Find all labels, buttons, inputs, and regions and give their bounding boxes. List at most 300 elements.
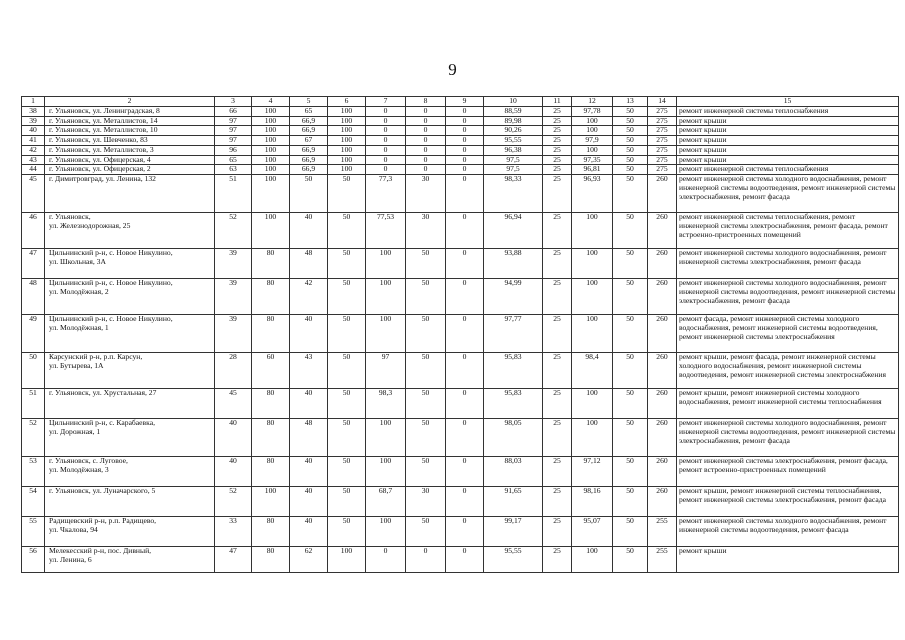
header-cell: 6	[328, 97, 366, 107]
address-cell: г. Ульяновск, ул. Луначарского, 5	[45, 487, 215, 517]
value-cell: 100	[252, 145, 290, 155]
value-cell: 96,94	[484, 213, 543, 249]
table-row	[22, 353, 899, 389]
works-cell: ремонт крыши	[677, 126, 899, 136]
value-cell: 25	[543, 419, 572, 457]
value-cell: 0	[446, 517, 484, 547]
value-cell: 0	[366, 126, 406, 136]
value-cell: 100	[252, 155, 290, 165]
value-cell: 96,81	[572, 165, 613, 175]
value-cell: 260	[648, 213, 677, 249]
value-cell: 100	[328, 145, 366, 155]
address-cell: г. Ульяновск, ул. Металлистов, 14	[45, 116, 215, 126]
value-cell: 98,33	[484, 175, 543, 213]
header-cell: 10	[484, 97, 543, 107]
header-cell: 1	[22, 97, 45, 107]
value-cell: 48	[22, 279, 45, 315]
value-cell: 0	[366, 136, 406, 146]
value-cell: 100	[252, 126, 290, 136]
value-cell: 50	[613, 389, 648, 419]
value-cell: 50	[613, 487, 648, 517]
header-cell: 9	[446, 97, 484, 107]
value-cell: 97,78	[572, 107, 613, 117]
value-cell: 77,53	[366, 213, 406, 249]
value-cell: 275	[648, 107, 677, 117]
value-cell: 80	[252, 389, 290, 419]
value-cell: 25	[543, 107, 572, 117]
value-cell: 100	[572, 389, 613, 419]
value-cell: 25	[543, 315, 572, 353]
table-row	[22, 517, 899, 547]
table-row	[22, 165, 899, 175]
value-cell: 100	[328, 165, 366, 175]
value-cell: 50	[328, 487, 366, 517]
works-cell: ремонт крыши	[677, 136, 899, 146]
value-cell: 80	[252, 315, 290, 353]
header-cell: 4	[252, 97, 290, 107]
value-cell: 44	[22, 165, 45, 175]
value-cell: 97,35	[572, 155, 613, 165]
table-row	[22, 107, 899, 117]
table-row	[22, 315, 899, 353]
value-cell: 100	[366, 457, 406, 487]
value-cell: 98,4	[572, 353, 613, 389]
value-cell: 260	[648, 419, 677, 457]
value-cell: 95,07	[572, 517, 613, 547]
value-cell: 100	[572, 315, 613, 353]
value-cell: 50	[406, 279, 446, 315]
value-cell: 50	[613, 175, 648, 213]
value-cell: 50	[613, 315, 648, 353]
value-cell: 45	[215, 389, 252, 419]
value-cell: 48	[290, 419, 328, 457]
table-row	[22, 389, 899, 419]
header-cell: 11	[543, 97, 572, 107]
works-cell: ремонт инженерной системы теплоснабжения	[677, 107, 899, 117]
value-cell: 50	[22, 353, 45, 389]
value-cell: 25	[543, 126, 572, 136]
value-cell: 50	[328, 279, 366, 315]
value-cell: 100	[252, 107, 290, 117]
value-cell: 50	[328, 213, 366, 249]
value-cell: 50	[328, 419, 366, 457]
header-cell: 15	[677, 97, 899, 107]
value-cell: 260	[648, 389, 677, 419]
value-cell: 66,9	[290, 165, 328, 175]
table-row	[22, 155, 899, 165]
value-cell: 50	[406, 457, 446, 487]
address-cell: Карсунский р-н, р.п. Карсун, ул. Бутырева, 1А	[45, 353, 215, 389]
value-cell: 47	[22, 249, 45, 279]
data-table	[21, 96, 899, 573]
value-cell: 260	[648, 487, 677, 517]
value-cell: 275	[648, 165, 677, 175]
works-cell: ремонт крыши	[677, 155, 899, 165]
value-cell: 66,9	[290, 145, 328, 155]
value-cell: 77,3	[366, 175, 406, 213]
value-cell: 97	[215, 126, 252, 136]
value-cell: 30	[406, 175, 446, 213]
table-row	[22, 547, 899, 573]
value-cell: 43	[22, 155, 45, 165]
value-cell: 48	[290, 249, 328, 279]
value-cell: 62	[290, 547, 328, 573]
value-cell: 0	[366, 116, 406, 126]
value-cell: 96,38	[484, 145, 543, 155]
value-cell: 0	[406, 547, 446, 573]
value-cell: 40	[22, 126, 45, 136]
value-cell: 25	[543, 547, 572, 573]
value-cell: 65	[215, 155, 252, 165]
value-cell: 51	[215, 175, 252, 213]
value-cell: 0	[406, 116, 446, 126]
table-header-row	[22, 97, 899, 107]
value-cell: 0	[406, 165, 446, 175]
value-cell: 52	[215, 213, 252, 249]
value-cell: 25	[543, 279, 572, 315]
value-cell: 0	[446, 487, 484, 517]
value-cell: 80	[252, 279, 290, 315]
value-cell: 51	[22, 389, 45, 419]
value-cell: 25	[543, 165, 572, 175]
value-cell: 0	[446, 547, 484, 573]
value-cell: 95,55	[484, 136, 543, 146]
value-cell: 0	[446, 389, 484, 419]
value-cell: 25	[543, 155, 572, 165]
works-cell: ремонт инженерной системы холодного водоснабжения, ремонт инженерной системы водоотведения, ремонт инженерной системы электроснабжения, ремонт фасада	[677, 419, 899, 457]
works-cell: ремонт фасада, ремонт инженерной системы холодного водоснабжения, ремонт инженерной системы водоотведения, ремонт инженерной системы электроснабжения	[677, 315, 899, 353]
value-cell: 100	[252, 487, 290, 517]
works-cell: ремонт крыши	[677, 547, 899, 573]
value-cell: 98,3	[366, 389, 406, 419]
value-cell: 50	[328, 457, 366, 487]
works-cell: ремонт инженерной системы теплоснабжения	[677, 165, 899, 175]
works-cell: ремонт инженерной системы холодного водоснабжения, ремонт инженерной системы водоотведения, ремонт фасада	[677, 517, 899, 547]
value-cell: 50	[613, 136, 648, 146]
value-cell: 0	[406, 155, 446, 165]
value-cell: 95,83	[484, 353, 543, 389]
address-cell: Цильнинский р-н, с. Новое Никулино, ул. Школьная, 3А	[45, 249, 215, 279]
address-cell: г. Ульяновск, ул. Офицерская, 2	[45, 165, 215, 175]
value-cell: 47	[215, 547, 252, 573]
value-cell: 100	[328, 107, 366, 117]
value-cell: 41	[22, 136, 45, 146]
value-cell: 25	[543, 517, 572, 547]
header-cell: 8	[406, 97, 446, 107]
value-cell: 39	[22, 116, 45, 126]
works-cell: ремонт инженерной системы холодного водоснабжения, ремонт инженерной системы водоотведения, ремонт инженерной системы электроснабжения, ремонт фасада	[677, 175, 899, 213]
value-cell: 0	[446, 175, 484, 213]
value-cell: 0	[406, 126, 446, 136]
value-cell: 100	[572, 419, 613, 457]
value-cell: 0	[406, 107, 446, 117]
value-cell: 66,9	[290, 116, 328, 126]
address-cell: г. Ульяновск, ул. Железнодорожная, 25	[45, 213, 215, 249]
value-cell: 28	[215, 353, 252, 389]
value-cell: 100	[366, 279, 406, 315]
value-cell: 275	[648, 116, 677, 126]
address-cell: Мелекесский р-н, пос. Дивный, ул. Ленина, 6	[45, 547, 215, 573]
value-cell: 100	[252, 213, 290, 249]
works-cell: ремонт крыши, ремонт инженерной системы холодного водоснабжения, ремонт инженерной системы теплоснабжения	[677, 389, 899, 419]
value-cell: 100	[252, 175, 290, 213]
value-cell: 100	[572, 279, 613, 315]
address-cell: г. Ульяновск, ул. Металлистов, 10	[45, 126, 215, 136]
value-cell: 80	[252, 457, 290, 487]
value-cell: 25	[543, 136, 572, 146]
value-cell: 80	[252, 547, 290, 573]
value-cell: 0	[366, 145, 406, 155]
value-cell: 54	[22, 487, 45, 517]
value-cell: 0	[406, 136, 446, 146]
value-cell: 0	[446, 155, 484, 165]
value-cell: 95,55	[484, 547, 543, 573]
value-cell: 25	[543, 353, 572, 389]
value-cell: 50	[613, 547, 648, 573]
value-cell: 50	[328, 389, 366, 419]
value-cell: 0	[446, 315, 484, 353]
value-cell: 0	[446, 213, 484, 249]
value-cell: 25	[543, 249, 572, 279]
value-cell: 25	[543, 487, 572, 517]
value-cell: 40	[290, 457, 328, 487]
value-cell: 275	[648, 155, 677, 165]
value-cell: 65	[290, 107, 328, 117]
address-cell: Радищевский р-н, р.п. Радищево, ул. Чкалова, 94	[45, 517, 215, 547]
value-cell: 90,26	[484, 126, 543, 136]
value-cell: 100	[572, 116, 613, 126]
address-cell: Цильнинский р-н, с. Новое Никулино, ул. Молодёжная, 2	[45, 279, 215, 315]
value-cell: 50	[406, 517, 446, 547]
works-cell: ремонт крыши	[677, 116, 899, 126]
works-cell: ремонт крыши, ремонт фасада, ремонт инженерной системы холодного водоснабжения, ремонт инженерной системы водоотведения, ремонт инженерной системы электроснабжения	[677, 353, 899, 389]
value-cell: 0	[446, 249, 484, 279]
table-row	[22, 487, 899, 517]
value-cell: 260	[648, 249, 677, 279]
table-row	[22, 279, 899, 315]
value-cell: 100	[328, 136, 366, 146]
value-cell: 91,65	[484, 487, 543, 517]
table-row	[22, 175, 899, 213]
value-cell: 0	[446, 136, 484, 146]
value-cell: 50	[328, 175, 366, 213]
value-cell: 97,77	[484, 315, 543, 353]
value-cell: 42	[290, 279, 328, 315]
value-cell: 38	[22, 107, 45, 117]
works-cell: ремонт крыши, ремонт инженерной системы теплоснабжения, ремонт инженерной системы электроснабжения, ремонт фасада	[677, 487, 899, 517]
value-cell: 93,88	[484, 249, 543, 279]
value-cell: 80	[252, 249, 290, 279]
value-cell: 50	[328, 315, 366, 353]
table-row	[22, 419, 899, 457]
page-number: 9	[448, 60, 457, 79]
header-cell: 13	[613, 97, 648, 107]
value-cell: 88,59	[484, 107, 543, 117]
value-cell: 100	[328, 547, 366, 573]
value-cell: 49	[22, 315, 45, 353]
value-cell: 63	[215, 165, 252, 175]
value-cell: 52	[215, 487, 252, 517]
value-cell: 94,99	[484, 279, 543, 315]
header-cell: 5	[290, 97, 328, 107]
value-cell: 50	[406, 353, 446, 389]
value-cell: 260	[648, 315, 677, 353]
value-cell: 97,9	[572, 136, 613, 146]
value-cell: 50	[613, 353, 648, 389]
value-cell: 45	[22, 175, 45, 213]
value-cell: 98,16	[572, 487, 613, 517]
value-cell: 275	[648, 136, 677, 146]
value-cell: 50	[290, 175, 328, 213]
header-cell: 12	[572, 97, 613, 107]
value-cell: 100	[252, 116, 290, 126]
value-cell: 100	[572, 213, 613, 249]
value-cell: 0	[366, 547, 406, 573]
value-cell: 99,17	[484, 517, 543, 547]
value-cell: 53	[22, 457, 45, 487]
value-cell: 50	[328, 353, 366, 389]
value-cell: 25	[543, 116, 572, 126]
value-cell: 95,83	[484, 389, 543, 419]
value-cell: 100	[328, 126, 366, 136]
value-cell: 260	[648, 353, 677, 389]
value-cell: 100	[252, 165, 290, 175]
value-cell: 30	[406, 213, 446, 249]
works-cell: ремонт инженерной системы холодного водоснабжения, ремонт инженерной системы электроснабжения, ремонт фасада	[677, 249, 899, 279]
value-cell: 50	[613, 145, 648, 155]
value-cell: 89,98	[484, 116, 543, 126]
value-cell: 50	[613, 155, 648, 165]
value-cell: 0	[446, 457, 484, 487]
address-cell: г. Ульяновск, ул. Хрустальная, 27	[45, 389, 215, 419]
value-cell: 100	[572, 547, 613, 573]
value-cell: 50	[613, 165, 648, 175]
value-cell: 50	[328, 249, 366, 279]
value-cell: 66,9	[290, 155, 328, 165]
value-cell: 56	[22, 547, 45, 573]
value-cell: 0	[446, 145, 484, 155]
value-cell: 50	[613, 107, 648, 117]
value-cell: 255	[648, 547, 677, 573]
value-cell: 50	[613, 116, 648, 126]
value-cell: 25	[543, 457, 572, 487]
value-cell: 40	[215, 419, 252, 457]
value-cell: 33	[215, 517, 252, 547]
value-cell: 0	[446, 419, 484, 457]
value-cell: 39	[215, 279, 252, 315]
value-cell: 100	[328, 155, 366, 165]
value-cell: 40	[290, 517, 328, 547]
address-cell: Цильнинский р-н, с. Новое Никулино, ул. Молодёжная, 1	[45, 315, 215, 353]
value-cell: 100	[572, 126, 613, 136]
value-cell: 97,12	[572, 457, 613, 487]
value-cell: 100	[366, 249, 406, 279]
value-cell: 40	[290, 213, 328, 249]
table-row	[22, 126, 899, 136]
value-cell: 50	[406, 315, 446, 353]
address-cell: г. Ульяновск, ул. Металлистов, 3	[45, 145, 215, 155]
value-cell: 50	[613, 126, 648, 136]
value-cell: 0	[366, 107, 406, 117]
value-cell: 0	[406, 145, 446, 155]
header-cell: 3	[215, 97, 252, 107]
value-cell: 0	[446, 279, 484, 315]
table-row	[22, 145, 899, 155]
value-cell: 50	[613, 457, 648, 487]
value-cell: 42	[22, 145, 45, 155]
value-cell: 100	[366, 419, 406, 457]
value-cell: 98,05	[484, 419, 543, 457]
value-cell: 55	[22, 517, 45, 547]
value-cell: 100	[328, 116, 366, 126]
value-cell: 40	[290, 315, 328, 353]
address-cell: г. Димитровград, ул. Ленина, 132	[45, 175, 215, 213]
value-cell: 39	[215, 249, 252, 279]
table-row	[22, 213, 899, 249]
value-cell: 43	[290, 353, 328, 389]
value-cell: 68,7	[366, 487, 406, 517]
table-row	[22, 136, 899, 146]
value-cell: 40	[215, 457, 252, 487]
value-cell: 50	[613, 279, 648, 315]
address-cell: г. Ульяновск, ул. Шевченко, 83	[45, 136, 215, 146]
value-cell: 80	[252, 517, 290, 547]
value-cell: 100	[366, 315, 406, 353]
value-cell: 275	[648, 126, 677, 136]
value-cell: 88,03	[484, 457, 543, 487]
value-cell: 0	[446, 165, 484, 175]
value-cell: 50	[613, 213, 648, 249]
address-cell: г. Ульяновск, ул. Офицерская, 4	[45, 155, 215, 165]
value-cell: 66	[215, 107, 252, 117]
header-cell: 2	[45, 97, 215, 107]
value-cell: 97,5	[484, 155, 543, 165]
works-cell: ремонт инженерной системы холодного водоснабжения, ремонт инженерной системы водоотведения, ремонт инженерной системы электроснабжения, ремонт фасада	[677, 279, 899, 315]
value-cell: 97	[366, 353, 406, 389]
value-cell: 40	[290, 389, 328, 419]
value-cell: 0	[446, 107, 484, 117]
value-cell: 97,5	[484, 165, 543, 175]
address-cell: Цильнинский р-н, с. Карабаевка, ул. Дорожная, 1	[45, 419, 215, 457]
value-cell: 0	[446, 116, 484, 126]
value-cell: 25	[543, 389, 572, 419]
value-cell: 96,93	[572, 175, 613, 213]
value-cell: 46	[22, 213, 45, 249]
address-cell: г. Ульяновск, ул. Ленинградская, 8	[45, 107, 215, 117]
value-cell: 80	[252, 419, 290, 457]
value-cell: 260	[648, 175, 677, 213]
address-cell: г. Ульяновск, с. Луговое, ул. Молодёжная, 3	[45, 457, 215, 487]
value-cell: 50	[613, 249, 648, 279]
value-cell: 25	[543, 145, 572, 155]
value-cell: 60	[252, 353, 290, 389]
value-cell: 40	[290, 487, 328, 517]
header-cell: 14	[648, 97, 677, 107]
value-cell: 25	[543, 213, 572, 249]
header-cell: 7	[366, 97, 406, 107]
value-cell: 100	[366, 517, 406, 547]
value-cell: 50	[613, 419, 648, 457]
works-cell: ремонт инженерной системы теплоснабжения, ремонт инженерной системы электроснабжения, ремонт фасада, ремонт встроенно-пристроенных помещений	[677, 213, 899, 249]
value-cell: 52	[22, 419, 45, 457]
value-cell: 50	[406, 389, 446, 419]
value-cell: 0	[366, 165, 406, 175]
value-cell: 100	[572, 249, 613, 279]
table-row	[22, 116, 899, 126]
value-cell: 97	[215, 116, 252, 126]
value-cell: 66,9	[290, 126, 328, 136]
works-cell: ремонт крыши	[677, 145, 899, 155]
